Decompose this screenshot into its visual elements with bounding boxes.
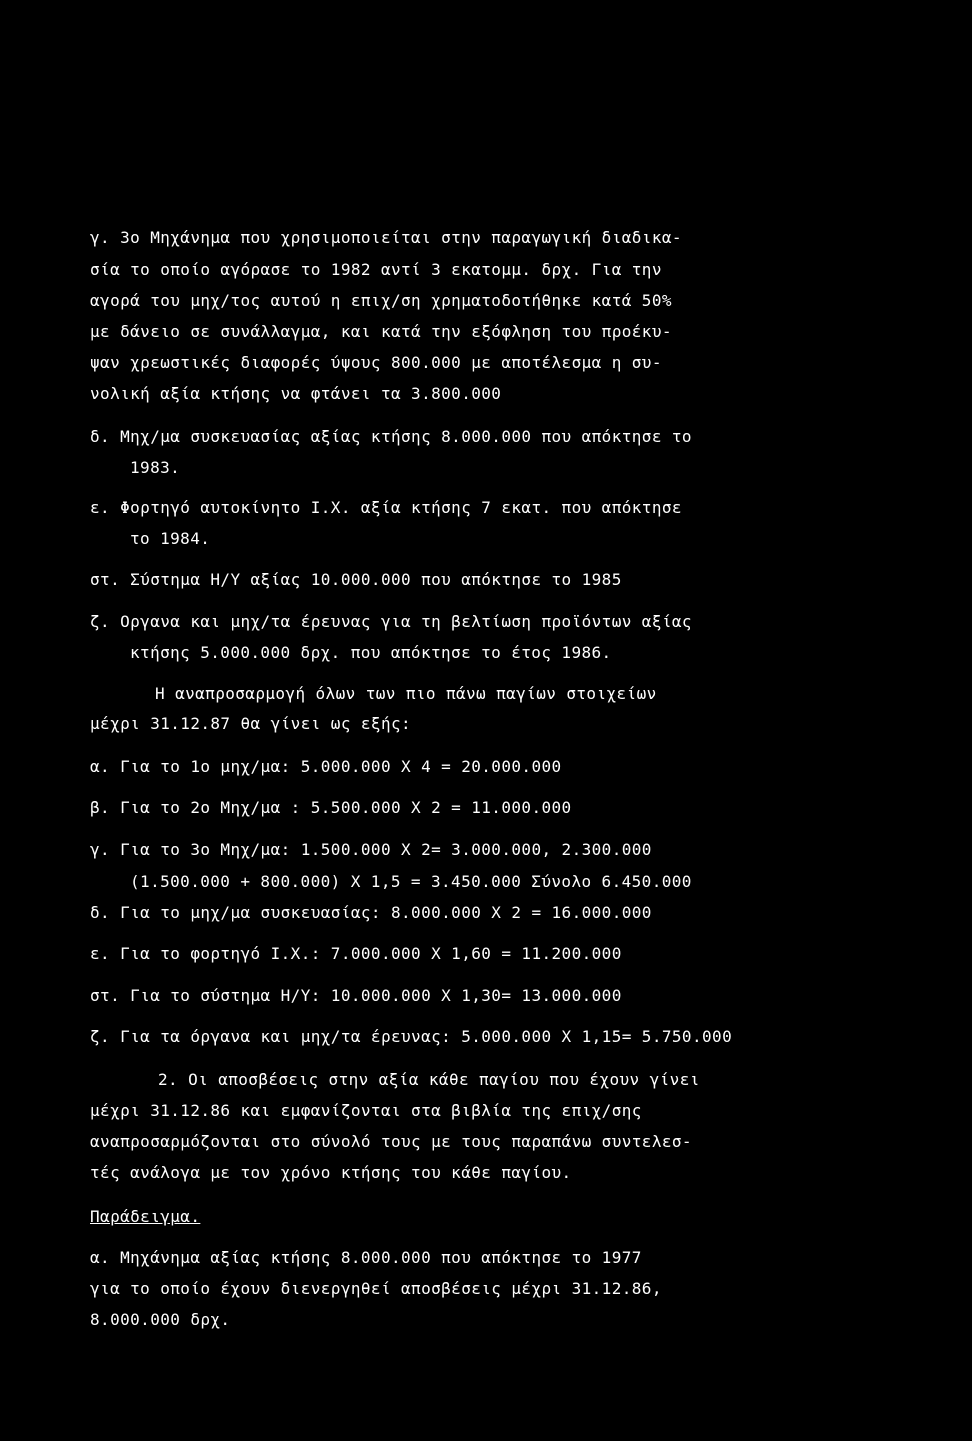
depreciation-para-line-1: 2. Οι αποσβέσεις στην αξία κάθε παγίου που έχουν γίνει <box>158 1070 700 1089</box>
calc-gamma-line-1: γ. Για το 3ο Μηχ/μα: 1.500.000 Χ 2= 3.000.000, 2.300.000 <box>90 840 652 859</box>
item-epsilon-line-1: ε. Φορτηγό αυτοκίνητο Ι.Χ. αξία κτήσης 7 εκατ. που απόκτησε <box>90 498 682 517</box>
depreciation-para-line-3: αναπροσαρμόζονται στο σύνολό τους με τους παραπάνω συντελεσ- <box>90 1132 692 1151</box>
calc-delta: δ. Για το μηχ/μα συσκευασίας: 8.000.000 Χ 2 = 16.000.000 <box>90 903 652 922</box>
depreciation-para-line-4: τές ανάλογα με τον χρόνο κτήσης του κάθε παγίου. <box>90 1163 572 1182</box>
calc-alpha: α. Για το 1ο μηχ/μα: 5.000.000 Χ 4 = 20.000.000 <box>90 757 562 776</box>
revaluation-intro-line-1: Η αναπροσαρμογή όλων των πιο πάνω παγίων στοιχείων <box>155 684 657 703</box>
item-gamma-line-3: αγορά του μηχ/τος αυτού η επιχ/ση χρηματοδοτήθηκε κατά 50% <box>90 291 672 310</box>
example-line-2: για το οποίο έχουν διενεργηθεί αποσβέσεις μέχρι 31.12.86, <box>90 1279 662 1298</box>
calc-zeta: ζ. Για τα όργανα και μηχ/τα έρευνας: 5.000.000 Χ 1,15= 5.750.000 <box>90 1027 733 1046</box>
item-delta-line-1: δ. Μηχ/μα συσκευασίας αξίας κτήσης 8.000.000 που απόκτησε το <box>90 427 692 446</box>
item-zeta-line-2: κτήσης 5.000.000 δρχ. που απόκτησε το έτος 1986. <box>130 643 612 662</box>
example-line-1: α. Μηχάνημα αξίας κτήσης 8.000.000 που απόκτησε το 1977 <box>90 1248 642 1267</box>
revaluation-intro-line-2: μέχρι 31.12.87 θα γίνει ως εξής: <box>90 714 412 733</box>
calc-st: στ. Για το σύστημα Η/Υ: 10.000.000 Χ 1,30= 13.000.000 <box>90 986 622 1005</box>
item-gamma-line-5: ψαν χρεωστικές διαφορές ύψους 800.000 με αποτέλεσμα η συ- <box>90 353 662 372</box>
item-gamma-line-2: σία το οποίο αγόρασε το 1982 αντί 3 εκατομμ. δρχ. Για την <box>90 260 662 279</box>
item-zeta-line-1: ζ. Οργανα και μηχ/τα έρευνας για τη βελτίωση προϊόντων αξίας <box>90 612 692 631</box>
item-delta-line-2: 1983. <box>130 458 181 477</box>
calc-beta: β. Για το 2ο Μηχ/μα : 5.500.000 Χ 2 = 11.000.000 <box>90 798 572 817</box>
calc-epsilon: ε. Για το φορτηγό Ι.Χ.: 7.000.000 Χ 1,60 = 11.200.000 <box>90 944 622 963</box>
example-heading: Παράδειγμα. <box>90 1207 201 1226</box>
depreciation-para-line-2: μέχρι 31.12.86 και εμφανίζονται στα βιβλία της επιχ/σης <box>90 1101 642 1120</box>
item-gamma-line-1: γ. 3ο Μηχάνημα που χρησιμοποιείται στην παραγωγική διαδικα- <box>90 228 682 247</box>
item-gamma-line-6: νολική αξία κτήσης να φτάνει τα 3.800.000 <box>90 384 502 403</box>
item-st-line: στ. Σύστημα Η/Υ αξίας 10.000.000 που απόκτησε το 1985 <box>90 570 622 589</box>
example-line-3: 8.000.000 δρχ. <box>90 1310 231 1329</box>
calc-gamma-line-2: (1.500.000 + 800.000) Χ 1,5 = 3.450.000 Σύνολο 6.450.000 <box>130 872 692 891</box>
item-gamma-line-4: με δάνειο σε συνάλλαγμα, και κατά την εξόφληση του προέκυ- <box>90 322 672 341</box>
item-epsilon-line-2: το 1984. <box>130 529 211 548</box>
